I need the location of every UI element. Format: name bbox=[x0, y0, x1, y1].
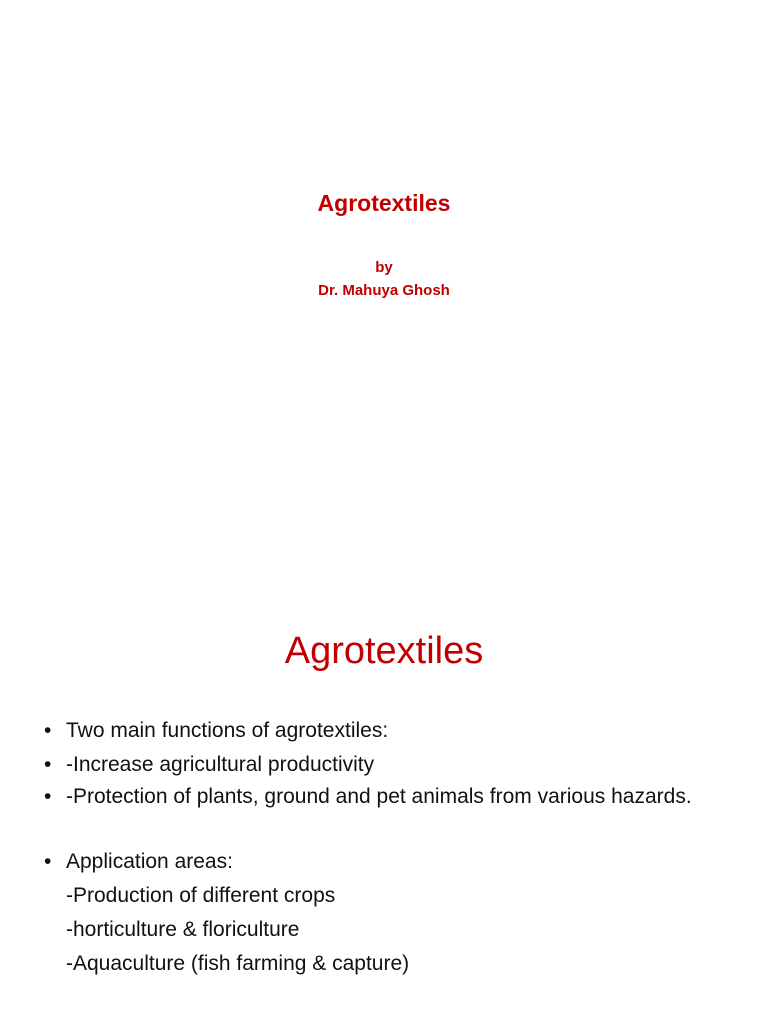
slide-title: Agrotextiles bbox=[317, 190, 451, 216]
list-item: • -Protection of plants, ground and pet animals from various hazards. bbox=[44, 782, 744, 811]
by-label: by bbox=[375, 259, 393, 276]
list-item: • Application areas: bbox=[44, 845, 744, 879]
content-slide bbox=[0, 576, 768, 1024]
list-item: • Two main functions of agrotextiles: bbox=[44, 714, 744, 748]
list-item: -Aquaculture (fish farming & capture) bbox=[66, 952, 410, 975]
slide-heading: Agrotextiles bbox=[284, 630, 484, 672]
author-name: Dr. Mahuya Ghosh bbox=[318, 282, 450, 299]
list-item: -Production of different crops bbox=[66, 884, 336, 907]
byline bbox=[0, 256, 768, 302]
list-item: • -Increase agricultural productivity bbox=[44, 748, 744, 782]
bullet-list bbox=[44, 714, 744, 981]
list-item: -horticulture & floriculture bbox=[66, 918, 300, 941]
